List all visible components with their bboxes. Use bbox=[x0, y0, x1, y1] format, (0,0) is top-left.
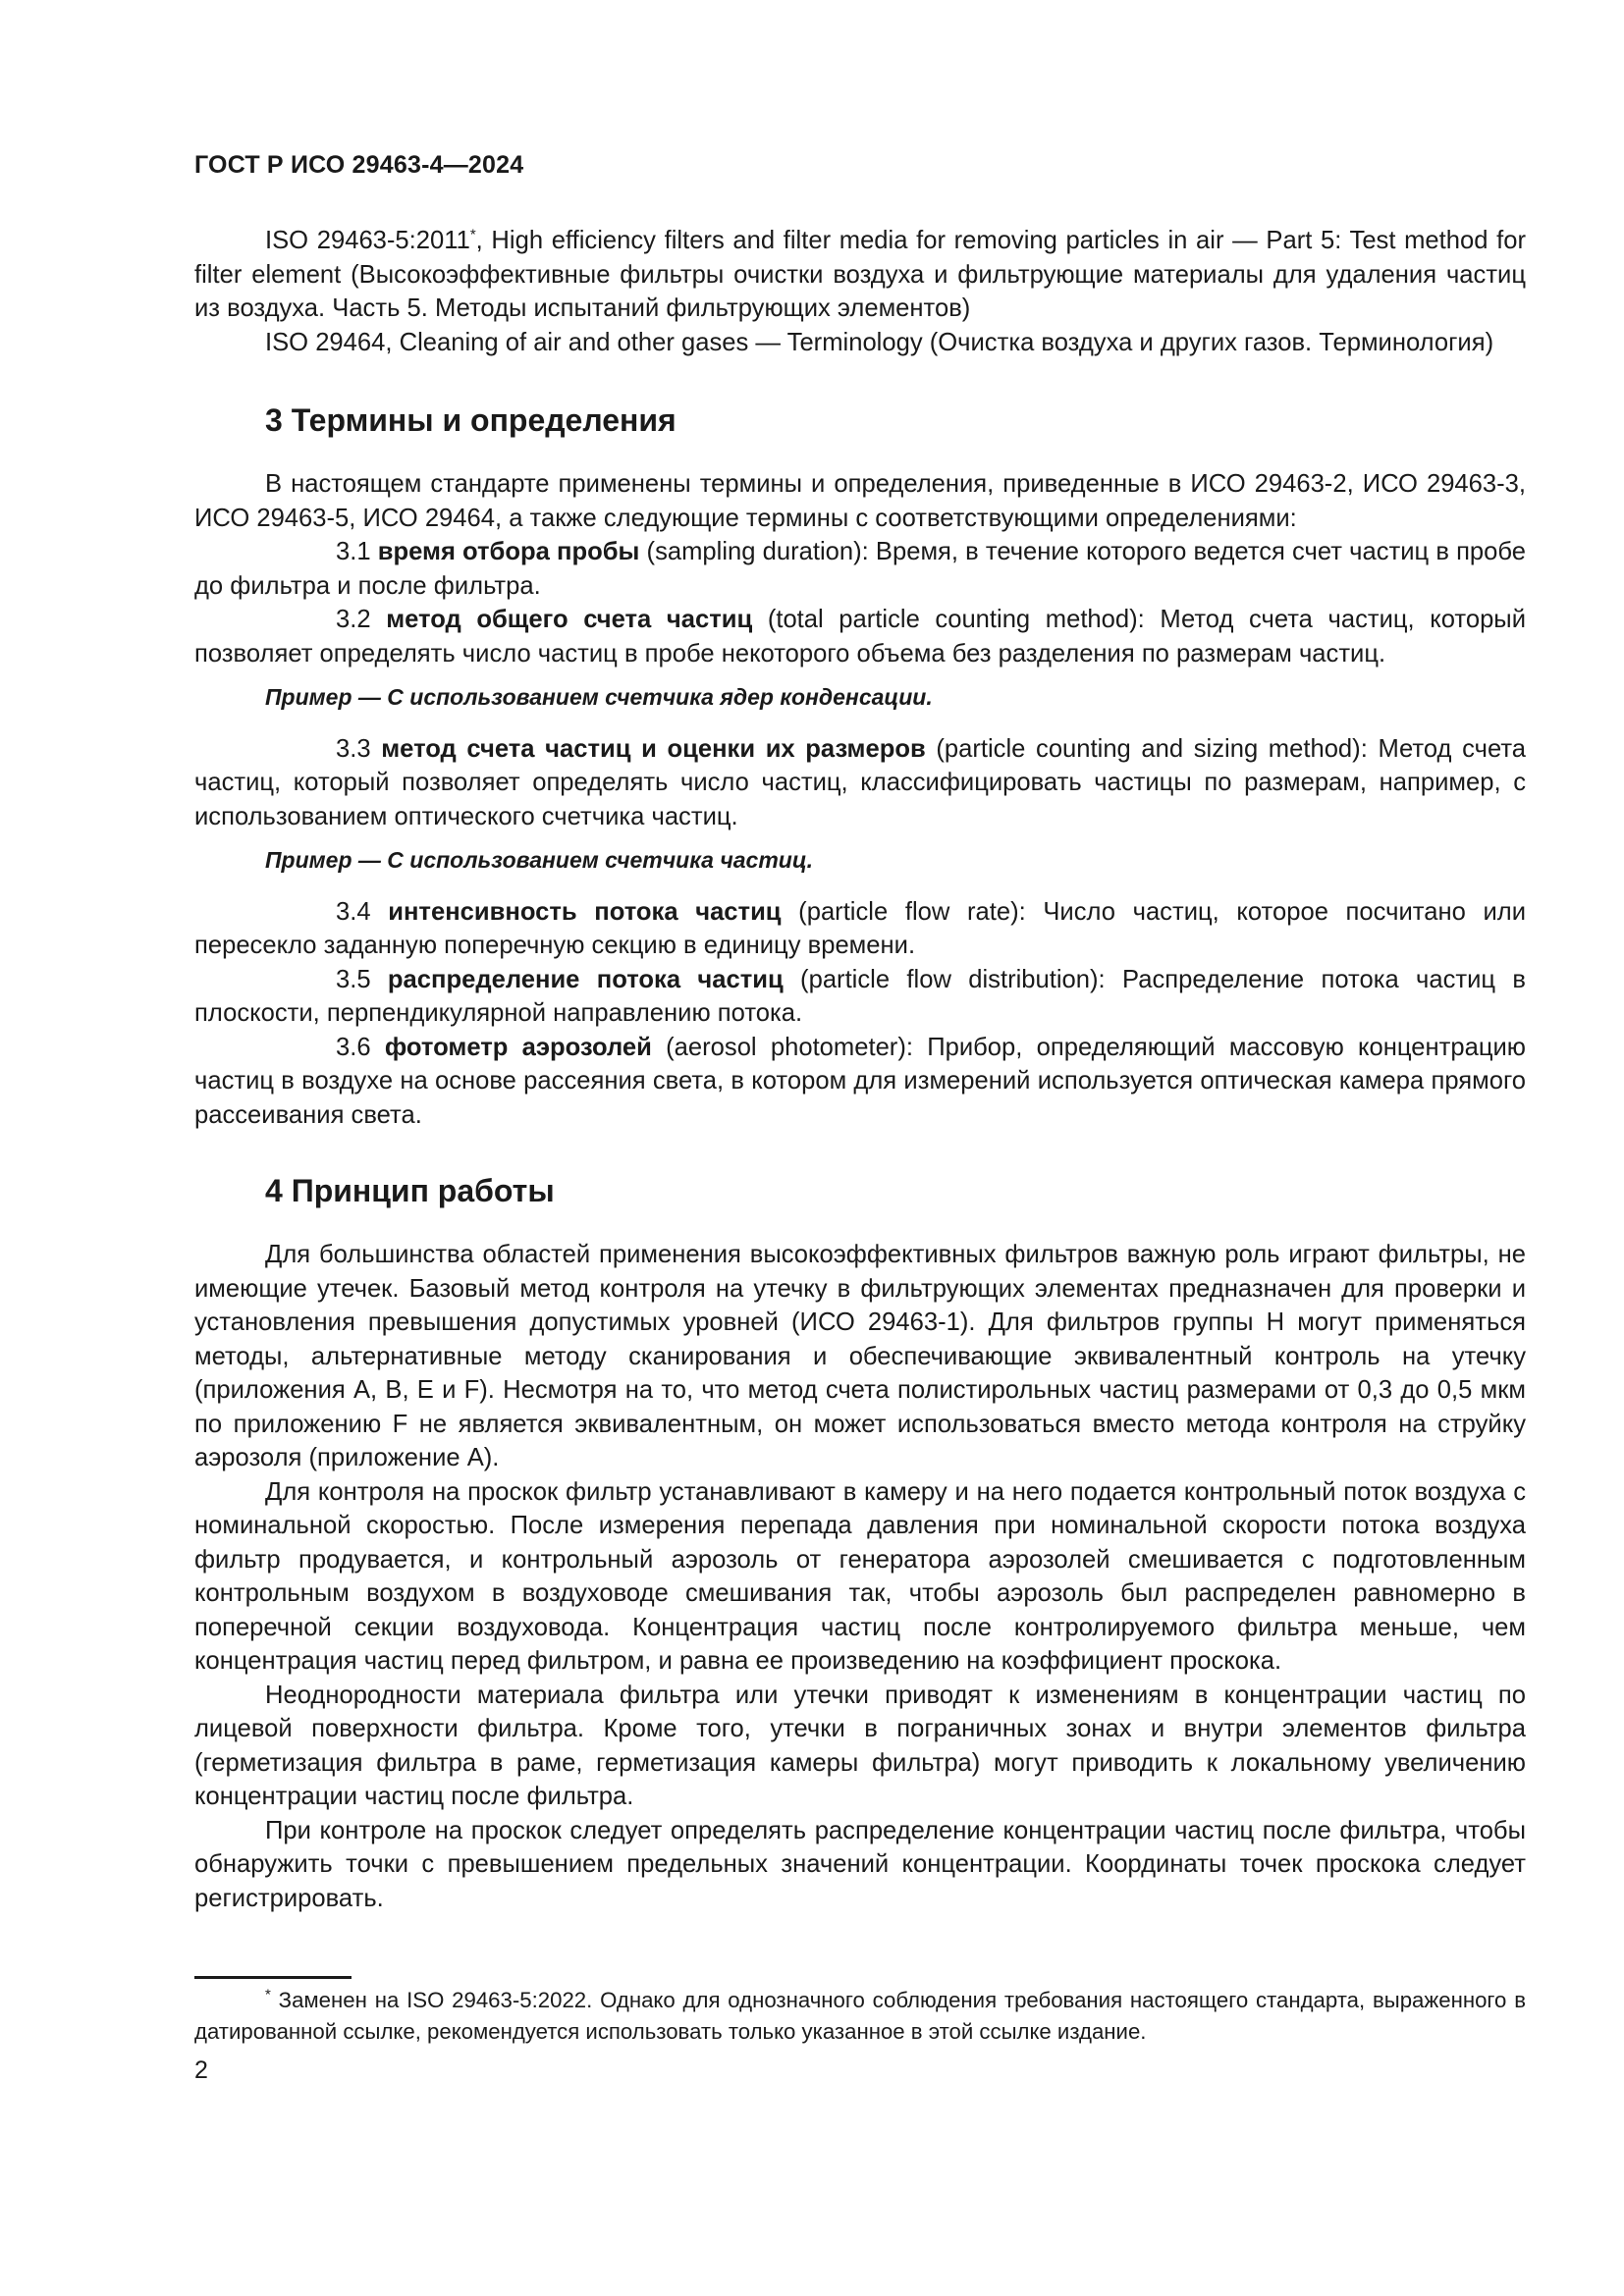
term-text: Метод счета частиц, который позволяет определять число частиц, классифицировать частицы по размерам, например, с использованием оптического счетчика частиц. bbox=[194, 734, 1526, 830]
footnote-text: Заменен на ISO 29463-5:2022. Однако для однозначного соблюдения требования настоящего стандарта, выраженного в датированной ссылке, рекомендуется использовать только указанное в этой ссылке издание. bbox=[194, 1988, 1526, 2044]
term-definition bbox=[194, 1031, 1526, 1133]
term-number: 3.2 bbox=[336, 606, 371, 633]
term-number: 3.1 bbox=[336, 538, 371, 565]
term-definition bbox=[194, 963, 1526, 1031]
reference-text: , Cleaning of air and other gases — Terminology (Очистка воздуха и других газов. Терминология) bbox=[385, 328, 1494, 356]
term-english: (particle counting and sizing method): bbox=[925, 734, 1368, 763]
section-heading-principle: 4 Принцип работы bbox=[265, 1173, 555, 1208]
term-english: (aerosol photometer): bbox=[651, 1033, 913, 1061]
term-english: (particle flow distribution): bbox=[783, 965, 1106, 993]
term-text: Распределение потока частиц в плоскости, перпендикулярной направлению потока. bbox=[194, 965, 1526, 1027]
section-intro: В настоящем стандарте применены термины и определения, приведенные в ИСО 29463-2, ИСО 29463-3, ИСО 29463-5, ИСО 29464, а также следующие термины с соответствующими определениями: bbox=[194, 470, 1526, 532]
term-number: 3.4 bbox=[336, 897, 371, 926]
term-name: распределение потока частиц bbox=[387, 965, 784, 993]
footnote-mark: * bbox=[265, 1986, 271, 2003]
term-example: Пример — С использованием счетчика частиц. bbox=[265, 847, 814, 873]
section-heading-terms: 3 Термины и определения bbox=[265, 402, 677, 438]
term-english: (total particle counting method): bbox=[752, 606, 1145, 633]
term-example: Пример — С использованием счетчика ядер конденсации. bbox=[265, 684, 933, 710]
term-name: время отбора пробы bbox=[377, 538, 640, 565]
footnote-mark: * bbox=[469, 226, 476, 243]
term-number: 3.5 bbox=[336, 965, 371, 993]
paragraph: При контроле на проскок следует определять распределение концентрации частиц после фильтра, чтобы обнаружить точки с превышением предельных значений концентрации. Координаты точек проскока следует регистрировать. bbox=[194, 1816, 1526, 1912]
term-definition bbox=[194, 603, 1526, 670]
reference-item bbox=[194, 224, 1526, 326]
paragraph: Для контроля на проскок фильтр устанавливают в камеру и на него подается контрольный поток воздуха с номинальной скоростью. После измерения перепада давления при номинальной скорости потока воздуха фильтр продувается, и контрольный аэрозоль от генератора аэрозолей смешивается с подготовленным контрольным воздухом в воздуховоде смешивания так, чтобы аэрозоль был распределен равномерно в поперечной секции воздуховода. Концентрация частиц после контролируемого фильтра меньше, чем концентрация частиц перед фильтром, и равна ее произведению на коэффициент проскока. bbox=[194, 1477, 1526, 1675]
reference-code: ISO 29464 bbox=[265, 328, 386, 356]
term-name: метод счета частиц и оценки их размеров bbox=[381, 734, 926, 763]
document-header: ГОСТ Р ИСО 29463-4—2024 bbox=[194, 151, 524, 179]
term-number: 3.6 bbox=[336, 1033, 371, 1061]
term-definition bbox=[194, 535, 1526, 603]
term-text: Число частиц, которое посчитано или пересекло заданную поперечную секцию в единицу времени. bbox=[194, 897, 1526, 959]
reference-code: ISO 29463-5:2011 bbox=[265, 227, 470, 254]
term-text: Метод счета частиц, который позволяет определять число частиц в пробе некоторого объема без разделения по размерам частиц. bbox=[194, 606, 1526, 667]
term-name: интенсивность потока частиц bbox=[388, 897, 782, 926]
term-text: Прибор, определяющий массовую концентрацию частиц в воздухе на основе рассеяния света, в котором для измерений используется оптическая камера прямого рассеивания света. bbox=[194, 1033, 1526, 1129]
term-english: (particle flow rate): bbox=[781, 897, 1026, 926]
term-text: Время, в течение которого ведется счет частиц в пробе до фильтра и после фильтра. bbox=[194, 538, 1526, 600]
reference-text: , High efficiency filters and filter media for removing particles in air — Part 5: Test method for filter element (Высокоэффективные фильтры очистки воздуха и фильтрующие материалы для удаления частиц из воздуха. Часть 5. Методы испытаний фильтрующих элементов) bbox=[194, 227, 1526, 322]
term-definition bbox=[194, 895, 1526, 963]
reference-item bbox=[194, 326, 1526, 360]
term-number: 3.3 bbox=[336, 734, 371, 763]
term-definition bbox=[194, 732, 1526, 834]
paragraph: Неоднородности материала фильтра или утечки приводят к изменениям в концентрации частиц по лицевой поверхности фильтра. Кроме того, утечки в пограничных зонах и внутри элементов фильтра (герметизация фильтра в раме, герметизация камеры фильтра) могут приводить к локальному увеличению концентрации частиц после фильтра. bbox=[194, 1681, 1526, 1810]
document-body bbox=[194, 224, 1526, 1915]
footnote bbox=[194, 1985, 1526, 2048]
term-english: (sampling duration): bbox=[639, 538, 869, 565]
paragraph: Для большинства областей применения высокоэффективных фильтров важную роль играют фильтры, не имеющие утечек. Базовый метод контроля на утечку в фильтрующих элементах предназначен для проверки и установления превышения допустимых уровней (ИСО 29463-1). Для фильтров группы H могут применяться методы, альтернативные методу сканирования и обеспечивающие эквивалентный контроль на утечку (приложения A, B, E и F). Несмотря на то, что метод счета полистирольных частиц размерами от 0,3 до 0,5 мкм по приложению F не является эквивалентным, он может использоваться вместо метода контроля на струйку аэрозоля (приложение A). bbox=[194, 1241, 1526, 1471]
term-name: метод общего счета частиц bbox=[386, 606, 753, 633]
footnote-separator bbox=[194, 1976, 352, 1979]
term-name: фотометр аэрозолей bbox=[384, 1033, 652, 1061]
page-number: 2 bbox=[194, 2056, 208, 2084]
